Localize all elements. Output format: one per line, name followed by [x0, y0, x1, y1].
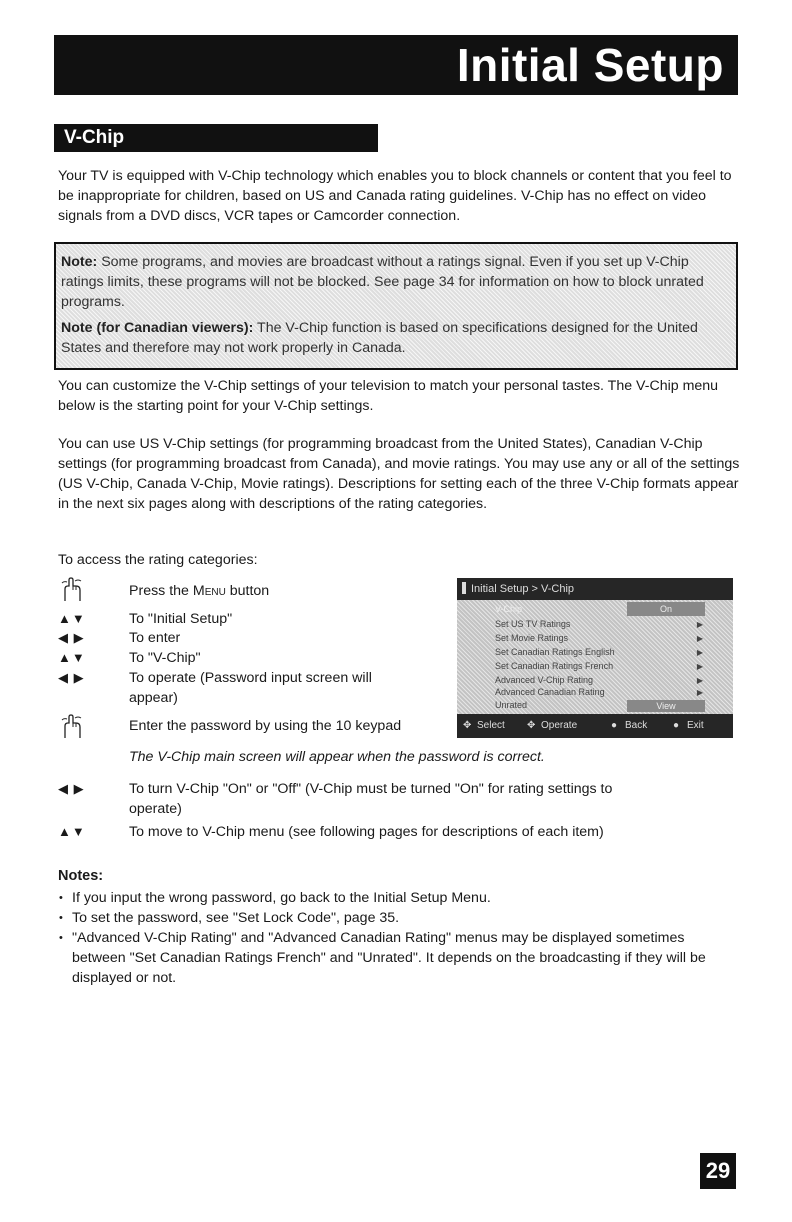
page-number: 29 [700, 1153, 736, 1189]
arrow-right-icon: ▶ [696, 620, 703, 629]
note-paragraph [61, 252, 733, 312]
tv-menu-item [495, 632, 705, 645]
hand-pressing-remote-icon [60, 577, 84, 603]
tv-vchip-value: On [627, 602, 705, 616]
step-enter: To enter [129, 630, 181, 646]
step-move-menu: To move to V-Chip menu (see following pages for descriptions of each item) [129, 824, 604, 840]
move-arrows-icon: ✥ [463, 720, 472, 731]
back-button-icon: ● [611, 720, 618, 731]
step-press-menu-post: button [225, 583, 270, 599]
tv-title-bar [457, 578, 733, 600]
step-turn-on-off: To turn V-Chip "On" or "Off" (V-Chip must be turned "On" for rating settings to [129, 781, 613, 797]
left-right-arrows-icon: ◀ ▶ [58, 670, 85, 685]
note-box [54, 242, 738, 370]
setup-icon [462, 582, 466, 594]
up-down-arrows-icon: ▲▼ [58, 824, 86, 839]
note-text: Some programs, and movies are broadcast without a ratings signal. Even if you set up V-Chip ratings limits, these programs will not be blocked. See page 34 for information on how to block unrated programs. [61, 254, 704, 310]
hand-pressing-remote-icon [60, 714, 84, 740]
tv-menu-item-label: Set Movie Ratings [495, 633, 569, 643]
tv-footer-back: Back [625, 720, 648, 731]
tv-menu-item-label: Set US TV Ratings [495, 619, 571, 629]
notes-list [58, 888, 738, 988]
header-bar [54, 35, 738, 95]
menu-button-icon: ● [673, 720, 680, 731]
step-enter-password: Enter the password by using the 10 keypad [129, 718, 402, 734]
notes-heading: Notes: [58, 868, 104, 884]
menu-label: Menu [192, 583, 226, 599]
arrow-right-icon: ▶ [696, 634, 703, 643]
arrow-right-icon: ▶ [696, 676, 703, 685]
tv-footer-select: Select [477, 720, 505, 731]
tv-menu-item [495, 646, 705, 659]
vchip-menu-screenshot [457, 578, 733, 738]
tv-menu-item [495, 618, 705, 631]
up-down-arrows-icon: ▲▼ [58, 650, 86, 665]
page-title: Initial Setup [456, 39, 724, 91]
tv-footer-operate: Operate [541, 720, 578, 731]
step-operate: To operate (Password input screen will [129, 670, 372, 686]
tv-footer-exit: Exit [687, 720, 704, 731]
canada-note-paragraph [61, 318, 733, 358]
tv-menu-item-label: Advanced V-Chip Rating [495, 675, 594, 685]
section-title: V-Chip [64, 127, 125, 148]
arrow-right-icon: ▶ [696, 688, 703, 697]
tv-menu-item-label: Set Canadian Ratings English [495, 647, 615, 657]
tv-breadcrumb: Initial Setup > V-Chip [471, 583, 575, 595]
tv-unrated-value: View [627, 700, 705, 712]
arrow-right-icon: ▶ [696, 662, 703, 671]
tv-menu-item-label: Set Canadian Ratings French [495, 661, 614, 671]
settings-paragraph: You can use US V-Chip settings (for programming broadcast from the United States), Canadian V-Chip settings (for programming broadcast from Canada), and movie ratings. You may use any or all of the settings (US V-Chip, Canada V-Chip, Movie ratings). Descriptions for setting each of the three V-Chip formats appear in the next six pages along with descriptions of the rating categories. [58, 436, 740, 512]
left-right-arrows-icon: ◀ ▶ [58, 781, 85, 796]
canada-note-label: Note (for Canadian viewers): [61, 320, 254, 336]
list-item: • "Advanced V-Chip Rating" and "Advanced Canadian Rating" menus may be displayed sometimes between "Set Canadian Ratings French" and "Unrated". It depends on the broadcasting if they will be displayed or not. [58, 928, 738, 988]
section-bar [54, 124, 378, 152]
list-item: • To set the password, see "Set Lock Code", page 35. [58, 908, 738, 928]
move-arrows-icon: ✥ [527, 720, 536, 731]
step-press-menu-pre: Press the [129, 583, 193, 599]
step-initial-setup: To "Initial Setup" [129, 611, 233, 627]
password-correct-note: The V-Chip main screen will appear when the password is correct. [129, 749, 545, 765]
step-turn-on-off-cont: operate) [129, 801, 182, 817]
tv-menu-item-label: Unrated [495, 700, 528, 710]
note-label: Note: [61, 254, 98, 270]
arrow-right-icon: ▶ [696, 648, 703, 657]
step-operate-cont: appear) [129, 690, 178, 706]
step-vchip: To "V-Chip" [129, 650, 201, 666]
up-down-arrows-icon: ▲▼ [58, 611, 86, 626]
tv-vchip-label: V-Chip [495, 604, 523, 614]
tv-footer [457, 714, 733, 738]
customize-paragraph: You can customize the V-Chip settings of your television to match your personal tastes. The V-Chip menu below is the starting point for your V-Chip settings. [58, 378, 719, 414]
intro-paragraph: Your TV is equipped with V-Chip technology which enables you to block channels or content that you feel to be inappropriate for children, based on US and Canada rating guidelines. V-Chip has no effect on video signals from a DVD discs, VCR tapes or Camcorder connection. [58, 168, 732, 224]
left-right-arrows-icon: ◀ ▶ [58, 630, 85, 645]
tv-menu-item [495, 660, 705, 673]
access-paragraph: To access the rating categories: [58, 552, 258, 568]
tv-menu-item-label: Advanced Canadian Rating [495, 687, 605, 697]
tv-menu-item [495, 686, 705, 699]
canada-note-text: The V-Chip function is based on specifications designed for the United States and therefore may not work properly in Canada. [61, 320, 698, 356]
list-item: • If you input the wrong password, go back to the Initial Setup Menu. [58, 888, 738, 908]
step-press-menu [129, 581, 269, 601]
